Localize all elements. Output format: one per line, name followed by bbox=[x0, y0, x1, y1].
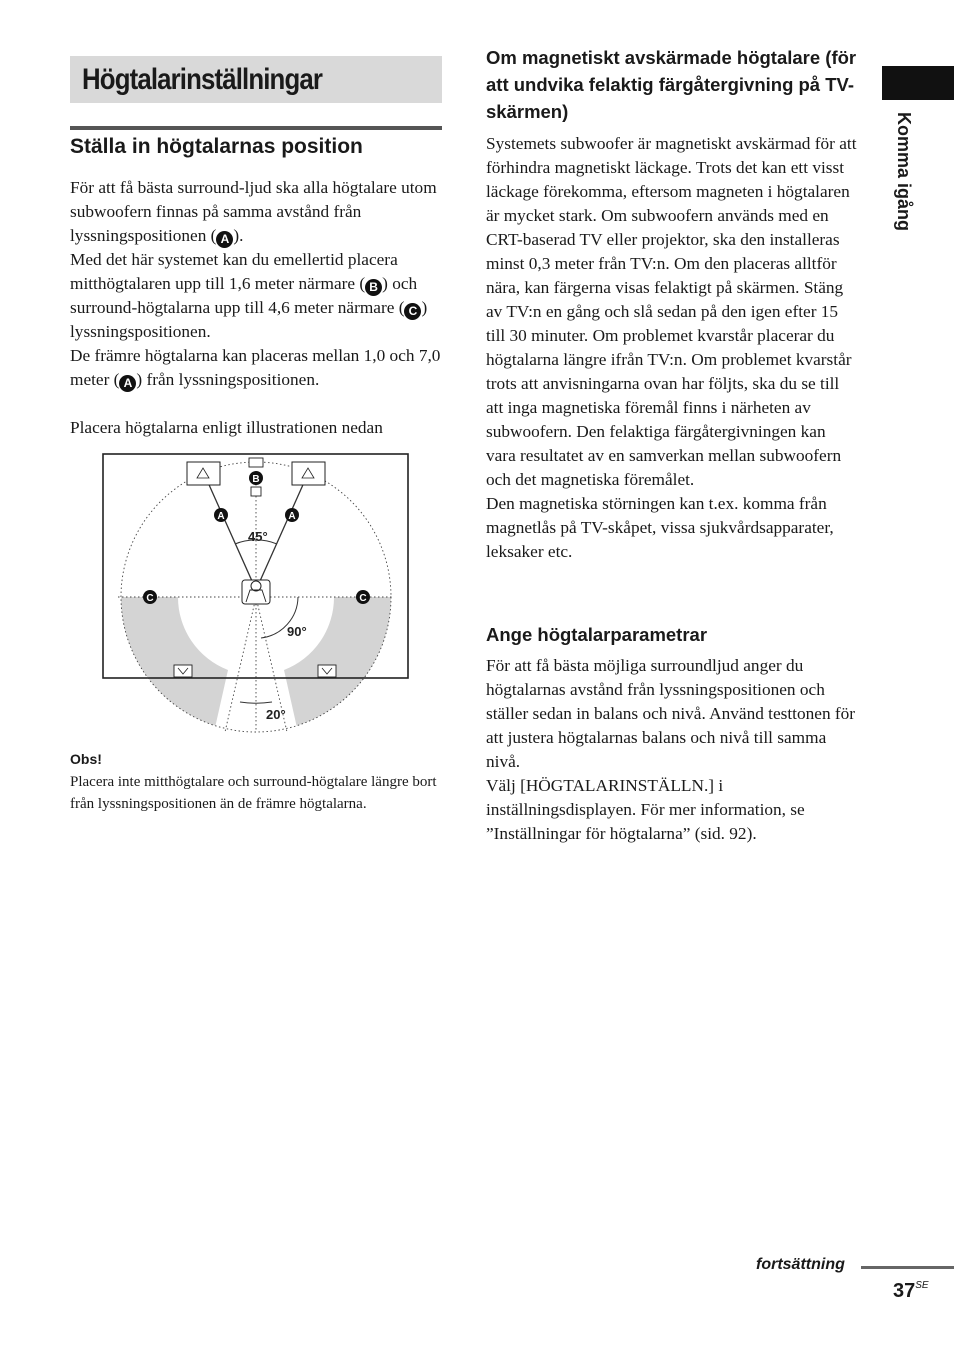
paragraph-closer: Med det här systemet kan du emellertid placera mitthögtalaren upp till 1,6 meter närmare ( B ) och surround-högtalarna upp till 4,6 meter närmare ( C ) lyssningspositionen. bbox=[70, 250, 428, 341]
diagram-badge-a-right bbox=[285, 508, 299, 522]
svg-text:C: C bbox=[146, 593, 154, 604]
surround-right-speaker-icon bbox=[318, 665, 336, 677]
note-title: Obs! bbox=[70, 751, 102, 767]
diagram-badge-a-left bbox=[214, 508, 228, 522]
listener-icon bbox=[242, 580, 270, 604]
angle-rear-label: 20° bbox=[266, 707, 286, 722]
left-column bbox=[70, 176, 442, 440]
angle-side-label: 90° bbox=[287, 624, 307, 639]
chapter-tab bbox=[882, 66, 954, 100]
magnetic-paragraph: Systemets subwoofer är magnetiskt avskärmad för att förhindra magnetiskt läckage. Trots det kan ett visst läckage förekomma, eftersom magneten i högtalaren är mycket stark. Om subwoofern används med en CRT-baserad TV eller projektor, ska den installeras minst 0,3 meter från TV:n. Om den placeras alltför nära, kan färgerna visas felaktigt på skärmen. Stäng av TV:n en gång och slå sedan på den igen efter 15 till 30 minuter. Om problemet kvarstår placerar du högtalarna längre ifrån TV:n. Om problemet kvarstår trots att anvisningarna ovan har följts, ska du se till att inga magnetiska föremål finns i närheten av subwoofern. Den felaktiga färgåtergivningen kan vara resultatet av en samverkan mellan subwoofern och det magnetiska föremålet. bbox=[486, 134, 857, 489]
front-right-speaker-icon bbox=[292, 462, 325, 485]
params-body bbox=[486, 654, 858, 846]
magnetic-body bbox=[486, 132, 858, 564]
section-rule bbox=[70, 126, 442, 130]
paragraph-front-range: De främre högtalarna kan placeras mellan 1,0 och 7,0 meter ( A ) från lyssningspositionen. bbox=[70, 346, 441, 390]
note-text: Placera inte mitthögtalare och surround-högtalare längre bort från lyssningspositionen än de främre högtalarna. bbox=[70, 774, 437, 812]
badge-b: B bbox=[365, 279, 382, 296]
continuation-line bbox=[861, 1266, 954, 1269]
svg-text:A: A bbox=[217, 511, 225, 522]
title-banner bbox=[70, 56, 442, 103]
magnetic-paragraph-2: Den magnetiska störningen kan t.ex. komma från magnetlås på TV-skåpet, vissa sjukvårdsapparater, leksaker etc. bbox=[486, 494, 834, 561]
svg-text:C: C bbox=[359, 593, 367, 604]
continuation-label: fortsättning bbox=[756, 1256, 845, 1273]
svg-text:A: A bbox=[288, 511, 296, 522]
badge-a: A bbox=[119, 375, 136, 392]
page-suffix: SE bbox=[915, 1280, 929, 1291]
svg-text:B: B bbox=[252, 474, 260, 485]
badge-a: A bbox=[216, 231, 233, 248]
params-paragraph-2: Välj [HÖGTALARINSTÄLLN.] i inställningsdisplayen. För mer information, se ”Inställningar för högtalarna” (sid. 92). bbox=[486, 776, 805, 843]
diagram-badge-c-right bbox=[356, 590, 370, 604]
paragraph-equal-distance: För att få bästa surround-ljud ska alla högtalare utom subwoofern finnas på samma avstånd från lyssningspositionen ( A ). bbox=[70, 178, 437, 246]
magnetic-heading: Om magnetiskt avskärmade högtalare (för att undvika felaktig färgåtergivning på TV-skärmen) bbox=[486, 47, 857, 122]
angle-front-label: 45° bbox=[248, 529, 268, 544]
page-title: Högtalarinställningar bbox=[82, 63, 323, 96]
paragraph-place-speakers: Placera högtalarna enligt illustrationen nedan bbox=[70, 418, 383, 437]
chapter-label: Komma igång bbox=[894, 112, 914, 232]
page-number: $37^{SE}$ bbox=[893, 1280, 929, 1302]
diagram-badge-b bbox=[249, 471, 263, 485]
section-heading: Ställa in högtalarnas position bbox=[70, 135, 363, 158]
front-left-speaker-icon bbox=[187, 462, 220, 485]
params-heading: Ange högtalarparametrar bbox=[486, 624, 708, 645]
params-paragraph: För att få bästa möjliga surroundljud anger du högtalarnas avstånd från lyssningspositionen och ställer sedan in balans och nivå. Använd testtonen för att justera högtalarnas balans och nivå till samma nivå. bbox=[486, 656, 856, 771]
surround-left-speaker-icon bbox=[174, 665, 192, 677]
speaker-placement-diagram bbox=[100, 450, 412, 740]
badge-c: C bbox=[404, 303, 421, 320]
diagram-badge-c-left bbox=[143, 590, 157, 604]
